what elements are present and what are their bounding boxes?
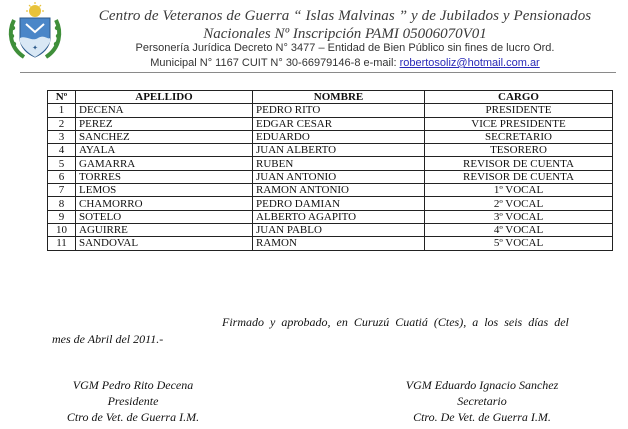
header-divider — [20, 72, 616, 73]
col-header-number: Nº — [48, 91, 76, 104]
cell-surname: PEREZ — [76, 117, 253, 130]
cell-number: 7 — [48, 184, 76, 197]
cell-position: VICE PRESIDENTE — [425, 117, 613, 130]
cell-number: 3 — [48, 130, 76, 143]
cell-number: 8 — [48, 197, 76, 210]
provincial-crest-icon — [6, 2, 64, 62]
cell-name: ALBERTO AGAPITO — [253, 210, 425, 223]
cell-surname: SOTELO — [76, 210, 253, 223]
signature-block-president — [48, 377, 218, 425]
table-row — [48, 104, 613, 117]
table-row — [48, 144, 613, 157]
table-header-row — [48, 91, 613, 104]
cell-number: 6 — [48, 170, 76, 183]
cell-number: 10 — [48, 223, 76, 236]
table-row — [48, 157, 613, 170]
cell-name: RAMON — [253, 237, 425, 250]
cell-surname: TORRES — [76, 170, 253, 183]
header-subtitle: Nacionales Nº Inscripción PAMI 05006070V01 — [203, 26, 487, 42]
signer-org: Ctro de Vet. de Guerra I.M. — [66, 410, 200, 424]
cell-position: 3º VOCAL — [425, 210, 613, 223]
cell-surname: SANDOVAL — [76, 237, 253, 250]
signer-org: Ctro. De Vet. de Guerra I.M. — [413, 410, 551, 424]
cell-name: RUBEN — [253, 157, 425, 170]
cell-name: PEDRO DAMIAN — [253, 197, 425, 210]
signer-role: Presidente — [107, 394, 159, 408]
contact-prefix: Municipal N° 1167 CUIT N° 30-66979146-8 e-mail: — [150, 57, 400, 69]
table-row — [48, 210, 613, 223]
table-row — [48, 117, 613, 130]
board-members-table — [47, 90, 613, 251]
cell-surname: SANCHEZ — [76, 130, 253, 143]
cell-surname: CHAMORRO — [76, 197, 253, 210]
col-header-surname: APELLIDO — [76, 91, 253, 104]
approval-note-line2: mes de Abril del 2011.- — [52, 332, 164, 346]
signature-block-secretary — [384, 377, 580, 425]
table-row — [48, 223, 613, 236]
cell-number: 9 — [48, 210, 76, 223]
cell-number: 11 — [48, 237, 76, 250]
col-header-name: NOMBRE — [253, 91, 425, 104]
cell-name: EDGAR CESAR — [253, 117, 425, 130]
table-row — [48, 184, 613, 197]
table-row — [48, 130, 613, 143]
cell-surname: DECENA — [76, 104, 253, 117]
cell-number: 4 — [48, 144, 76, 157]
approval-note-line1: Firmado y aprobado, en Curuzú Cuatiá (Ctes), a los seis días del — [222, 315, 569, 329]
signer-role: Secretario — [457, 394, 507, 408]
cell-surname: AYALA — [76, 144, 253, 157]
cell-position: 5º VOCAL — [425, 237, 613, 250]
header-legal-line: Personería Jurídica Decreto N° 3477 – Entidad de Bien Público sin fines de lucro Ord. — [135, 42, 555, 54]
cell-position: 1º VOCAL — [425, 184, 613, 197]
cell-surname: LEMOS — [76, 184, 253, 197]
cell-surname: AGUIRRE — [76, 223, 253, 236]
cell-number: 5 — [48, 157, 76, 170]
table-row — [48, 197, 613, 210]
cell-name: JUAN PABLO — [253, 223, 425, 236]
table-row — [48, 237, 613, 250]
cell-position: 4º VOCAL — [425, 223, 613, 236]
email-link[interactable]: robertosoliz@hotmail.com.ar — [399, 57, 540, 69]
svg-text:✦: ✦ — [32, 44, 38, 52]
cell-name: RAMON ANTONIO — [253, 184, 425, 197]
cell-position: TESORERO — [425, 144, 613, 157]
cell-number: 2 — [48, 117, 76, 130]
header-title: Centro de Veteranos de Guerra “ Islas Malvinas ” y de Jubilados y Pensionados — [98, 8, 592, 24]
cell-name: PEDRO RITO — [253, 104, 425, 117]
cell-name: JUAN ALBERTO — [253, 144, 425, 157]
cell-position: REVISOR DE CUENTA — [425, 157, 613, 170]
cell-name: EDUARDO — [253, 130, 425, 143]
header-contact-line — [66, 57, 624, 69]
cell-name: JUAN ANTONIO — [253, 170, 425, 183]
cell-position: SECRETARIO — [425, 130, 613, 143]
cell-position: 2º VOCAL — [425, 197, 613, 210]
cell-position: REVISOR DE CUENTA — [425, 170, 613, 183]
cell-surname: GAMARRA — [76, 157, 253, 170]
signer-name: VGM Pedro Rito Decena — [72, 378, 194, 392]
table-body — [48, 104, 613, 250]
col-header-position: CARGO — [425, 91, 613, 104]
cell-position: PRESIDENTE — [425, 104, 613, 117]
table-row — [48, 170, 613, 183]
signer-name: VGM Eduardo Ignacio Sanchez — [405, 378, 559, 392]
cell-number: 1 — [48, 104, 76, 117]
